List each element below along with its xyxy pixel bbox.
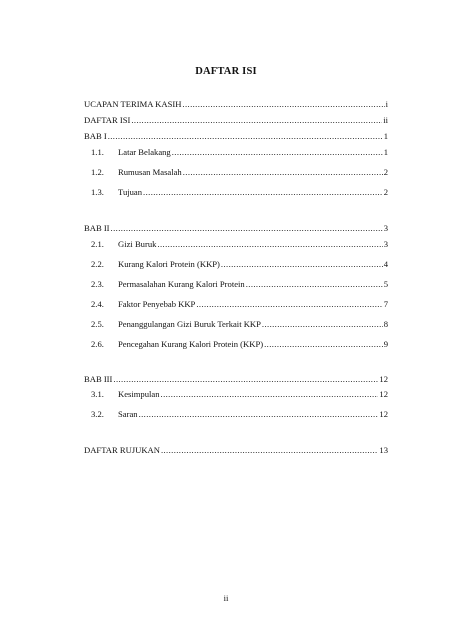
toc-entry-2-6[interactable] (91, 337, 388, 350)
dot-leader (221, 259, 383, 270)
dot-leader (157, 239, 382, 250)
toc-entry-label: Pencegahan Kurang Kalori Protein (KKP) (118, 339, 264, 349)
toc-entry-label: Kesimpulan (118, 389, 160, 399)
toc-entry-number: 3.2. (91, 409, 104, 419)
toc-entry-label: Permasalahan Kurang Kalori Protein (118, 279, 245, 289)
toc-entry-page: 3 (383, 239, 388, 249)
toc-entry-label: Saran (118, 409, 138, 419)
toc-entry-page: i (385, 99, 388, 109)
toc-entry-label: DAFTAR RUJUKAN (84, 445, 160, 455)
toc-entry-2-4[interactable] (91, 297, 388, 310)
toc-entry-page: 5 (383, 279, 388, 289)
dot-leader (139, 409, 379, 420)
toc-entry-label: Tujuan (118, 187, 143, 197)
toc-entry-daftar-isi[interactable] (84, 113, 388, 126)
toc-entry-bab-2[interactable] (84, 221, 388, 234)
toc-entry-2-5[interactable] (91, 317, 388, 330)
toc-entry-label: Faktor Penyebab KKP (118, 299, 196, 309)
toc-entry-page: 4 (383, 259, 388, 269)
page-number-footer: ii (223, 593, 229, 603)
toc-entry-1-3[interactable] (91, 185, 388, 198)
toc-entry-page: 1 (383, 131, 388, 141)
dot-leader (108, 131, 383, 142)
dot-leader (172, 147, 383, 158)
toc-entry-page: 2 (383, 167, 388, 177)
toc-entry-1-1[interactable] (91, 145, 388, 158)
dot-leader (131, 115, 382, 126)
toc-entry-page: 13 (379, 445, 388, 455)
toc-entry-label: BAB I (84, 131, 107, 141)
toc-entry-label: Penanggulangan Gizi Buruk Terkait KKP (118, 319, 261, 329)
toc-entry-number: 2.2. (91, 259, 104, 269)
dot-leader (111, 223, 383, 234)
dot-leader (161, 445, 378, 456)
page-title: DAFTAR ISI (195, 66, 257, 77)
toc-entry-label: Rumusan Masalah (118, 167, 182, 177)
toc-entry-page: 7 (383, 299, 388, 309)
dot-leader (161, 389, 379, 400)
toc-entry-page: 3 (383, 223, 388, 233)
toc-entry-number: 2.4. (91, 299, 104, 309)
toc-entry-number: 1.3. (91, 187, 104, 197)
toc-entry-number: 2.6. (91, 339, 104, 349)
toc-entry-1-2[interactable] (91, 165, 388, 178)
toc-entry-page: ii (383, 115, 388, 125)
toc-entry-3-2[interactable] (91, 407, 388, 420)
toc-entry-label: Kurang Kalori Protein (KKP) (118, 259, 220, 269)
toc-entry-number: 1.1. (91, 147, 104, 157)
toc-entry-number: 2.1. (91, 239, 104, 249)
toc-entry-label: UCAPAN TERIMA KASIH (84, 99, 182, 109)
toc-entry-number: 2.5. (91, 319, 104, 329)
toc-entry-daftar-rujukan[interactable] (84, 443, 388, 456)
dot-leader (262, 319, 383, 330)
toc-entry-page: 12 (379, 389, 388, 399)
toc-entry-number: 2.3. (91, 279, 104, 289)
toc-entry-page: 1 (383, 147, 388, 157)
dot-leader (113, 374, 378, 385)
toc-entry-3-1[interactable] (91, 387, 388, 400)
toc-entry-number: 1.2. (91, 167, 104, 177)
dot-leader (183, 167, 383, 178)
dot-leader (182, 99, 384, 110)
toc-entry-label: DAFTAR ISI (84, 115, 131, 125)
toc-entry-2-3[interactable] (91, 277, 388, 290)
toc-entry-number: 3.1. (91, 389, 104, 399)
toc-entry-label: Latar Belakang (118, 147, 171, 157)
toc-entry-2-1[interactable] (91, 237, 388, 250)
dot-leader (143, 187, 383, 198)
dot-leader (264, 339, 383, 350)
toc-entry-bab-3[interactable] (84, 372, 388, 385)
toc-entry-2-2[interactable] (91, 257, 388, 270)
toc-entry-page: 12 (379, 409, 388, 419)
toc-entry-bab-1[interactable] (84, 129, 388, 142)
toc-entry-ucapan[interactable] (84, 97, 388, 110)
toc-entry-label: BAB III (84, 374, 113, 384)
toc-entry-label: BAB II (84, 223, 110, 233)
dot-leader (196, 299, 382, 310)
toc-entry-page: 2 (383, 187, 388, 197)
toc-entry-label: Gizi Buruk (118, 239, 157, 249)
toc-entry-page: 9 (383, 339, 388, 349)
dot-leader (246, 279, 383, 290)
toc-entry-page: 8 (383, 319, 388, 329)
toc-entry-page: 12 (379, 374, 388, 384)
